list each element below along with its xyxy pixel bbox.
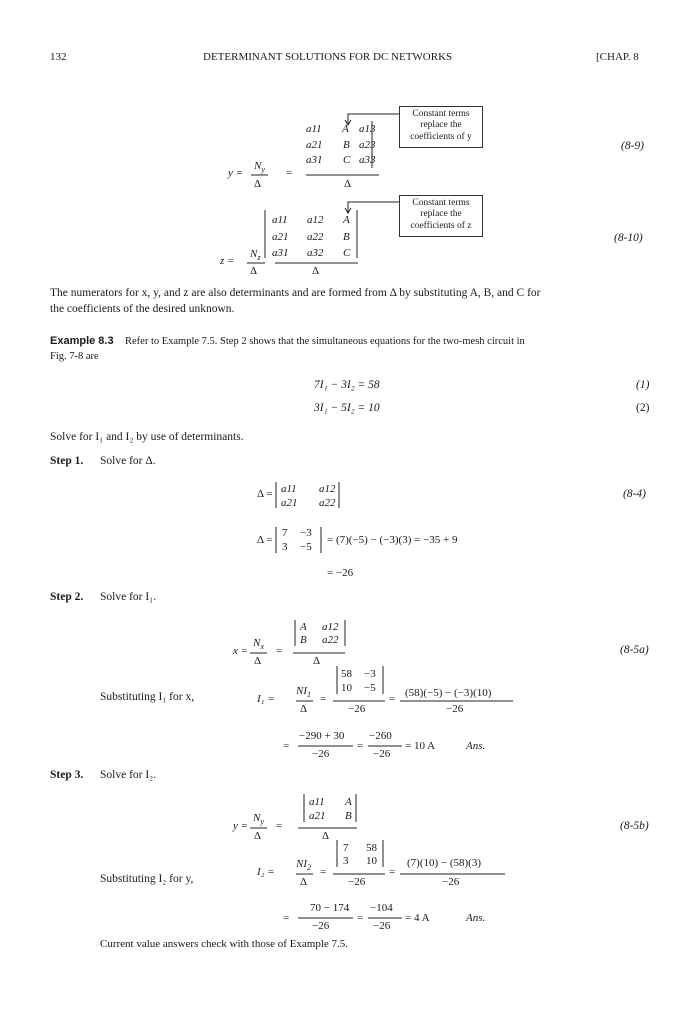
matrix-cell: a21 <box>272 231 289 243</box>
matrix-cell: 7 <box>282 527 288 539</box>
equation: 3I₁ − 5I₂ = 10 <box>314 402 380 414</box>
chapter-label: [CHAP. 8 <box>596 51 639 63</box>
denominator: Δ <box>312 265 320 277</box>
denominator: Δ <box>254 830 262 842</box>
matrix-cell: 10 <box>366 855 377 867</box>
matrix-cell: B <box>343 139 350 151</box>
example-label: Example 8.3 <box>50 335 114 347</box>
denominator: −26 <box>373 920 391 932</box>
numerator: −260 <box>369 730 392 742</box>
matrix-cell: a11 <box>306 123 322 135</box>
matrix-cell: a22 <box>307 231 324 243</box>
matrix-cell: 10 <box>341 682 352 694</box>
denominator: −26 <box>312 920 330 932</box>
matrix-cell: a33 <box>359 154 376 166</box>
numerator: −104 <box>370 902 393 914</box>
denominator: Δ <box>250 265 258 277</box>
equals-sign: = <box>286 167 293 179</box>
equation-lhs: y = <box>233 820 249 832</box>
equals-sign: = <box>357 912 364 924</box>
equals-sign: = <box>283 912 290 924</box>
step-text: Solve for I₁. <box>100 591 157 603</box>
matrix-cell: C <box>343 247 351 259</box>
callout-box: Constant terms replace the coefficients of y <box>399 106 483 148</box>
denominator: −26 <box>373 748 391 760</box>
running-title: DETERMINANT SOLUTIONS FOR DC NETWORKS <box>203 51 453 63</box>
matrix-cell: a31 <box>306 154 323 166</box>
equation-label: (1) <box>636 379 650 391</box>
delta-lhs: Δ = <box>257 488 273 500</box>
denominator: Δ <box>300 876 308 888</box>
equals-sign: = <box>276 645 283 657</box>
matrix-cell: −3 <box>364 668 376 680</box>
expansion-numerator: (58)(−5) − (−3)(10) <box>405 687 492 699</box>
matrix-cell: A <box>343 214 350 226</box>
matrix-cell: a11 <box>272 214 288 226</box>
callout-box: Constant terms replace the coefficients of z <box>399 195 483 237</box>
result: = 4 A <box>405 912 430 924</box>
page-number: 132 <box>50 51 67 63</box>
paragraph-line: The numerators for x, y, and z are also determinants and are formed from Δ by substituting A, B, and C for <box>50 287 541 299</box>
matrix-cell: a32 <box>307 247 324 259</box>
matrix-cell: 58 <box>341 668 352 680</box>
delta-lhs: Δ = <box>257 534 273 546</box>
result: = 10 A <box>405 740 436 752</box>
matrix-cell: −3 <box>300 527 312 539</box>
step-label: Step 2. <box>50 591 84 603</box>
denominator: Δ <box>313 655 321 667</box>
equals-sign: = <box>283 740 290 752</box>
equals-sign: = <box>320 866 327 878</box>
matrix-cell: A <box>300 621 307 633</box>
numerator-symbol: $NI_1$ <box>296 685 311 699</box>
matrix-cell: −5 <box>364 682 376 694</box>
numerator-symbol: $NI_2$ <box>296 858 311 872</box>
equals-sign: = <box>357 740 364 752</box>
equals-sign: = <box>276 820 283 832</box>
matrix-cell: a13 <box>359 123 376 135</box>
matrix-cell: a12 <box>322 621 339 633</box>
matrix-cell: B <box>343 231 350 243</box>
matrix-cell: a12 <box>319 483 336 495</box>
matrix-cell: B <box>300 634 307 646</box>
result: = −26 <box>327 567 354 579</box>
denominator: −26 <box>312 748 330 760</box>
matrix-cell: a12 <box>307 214 324 226</box>
denominator: Δ <box>322 830 330 842</box>
matrix-cell: a21 <box>306 139 323 151</box>
substitution-text: Substituting I₁ for x, <box>100 691 195 703</box>
step-text: Solve for I₂. <box>100 769 157 781</box>
denominator: −26 <box>446 703 464 715</box>
closing-text: Current value answers check with those of Example 7.5. <box>100 938 349 950</box>
equation-label: (8-5a) <box>620 644 649 656</box>
step-label: Step 1. <box>50 455 84 467</box>
matrix-cell: B <box>345 810 352 822</box>
substitution-text: Substituting I₂ for y, <box>100 873 194 885</box>
denominator: Δ <box>344 178 352 190</box>
matrix-cell: C <box>343 154 351 166</box>
matrix-cell: a31 <box>272 247 289 259</box>
numerator-symbol: $N_y$ <box>254 160 265 174</box>
equals-sign: = <box>389 693 396 705</box>
matrix-cell: 58 <box>366 842 377 854</box>
denominator: Δ <box>254 178 262 190</box>
matrix-cell: 3 <box>343 855 349 867</box>
matrix-cell: 7 <box>343 842 349 854</box>
numerator: −290 + 30 <box>299 730 345 742</box>
denominator: −26 <box>348 876 366 888</box>
matrix-cell: a11 <box>281 483 297 495</box>
step-text: Solve for Δ. <box>100 455 156 467</box>
matrix-cell: A <box>345 796 352 808</box>
equation-label: (8-5b) <box>620 820 649 832</box>
answer-mark: Ans. <box>466 912 486 924</box>
equals-sign: = <box>389 866 396 878</box>
equation-lhs: z = <box>220 255 235 267</box>
step-label: Step 3. <box>50 769 84 781</box>
equation-lhs: I₁ = <box>257 693 275 705</box>
example-text: Fig. 7-8 are <box>50 351 99 362</box>
matrix-cell: −5 <box>300 541 312 553</box>
example-text: Refer to Example 7.5. Step 2 shows that the simultaneous equations for the two-mesh circuit in <box>125 336 525 347</box>
numerator: 70 − 174 <box>310 902 350 914</box>
expansion: = (7)(−5) − (−3)(3) = −35 + 9 <box>327 534 458 546</box>
denominator: −26 <box>442 876 460 888</box>
paragraph-line: the coefficients of the desired unknown. <box>50 303 235 315</box>
matrix-cell: a11 <box>309 796 325 808</box>
equals-sign: = <box>320 693 327 705</box>
matrix-cell: a22 <box>322 634 339 646</box>
matrix-cell: a21 <box>309 810 326 822</box>
denominator: Δ <box>254 655 262 667</box>
numerator-symbol: $N_x$ <box>253 637 264 651</box>
equation-lhs: y = <box>228 167 244 179</box>
equation-lhs: I₂ = <box>257 866 275 878</box>
instruction-text: Solve for I₁ and I₂ by use of determinants. <box>50 431 244 443</box>
callout-arrow <box>348 202 399 212</box>
matrix-cell: a21 <box>281 497 298 509</box>
matrix-cell: A <box>342 123 349 135</box>
numerator-symbol: $N_z$ <box>250 248 261 262</box>
denominator: −26 <box>348 703 366 715</box>
equation-label: (2) <box>636 402 650 414</box>
expansion-numerator: (7)(10) − (58)(3) <box>407 857 482 869</box>
equation-label: (8-4) <box>623 488 646 500</box>
equation-label: (8-10) <box>614 232 643 244</box>
equation-lhs: x = <box>233 645 249 657</box>
equation: 7I₁ − 3I₂ = 58 <box>314 379 380 391</box>
denominator: Δ <box>300 703 308 715</box>
equation-label: (8-9) <box>621 140 644 152</box>
matrix-cell: 3 <box>282 541 288 553</box>
matrix-cell: a23 <box>359 139 376 151</box>
numerator-symbol: $N_y$ <box>253 812 264 826</box>
matrix-cell: a22 <box>319 497 336 509</box>
answer-mark: Ans. <box>466 740 486 752</box>
